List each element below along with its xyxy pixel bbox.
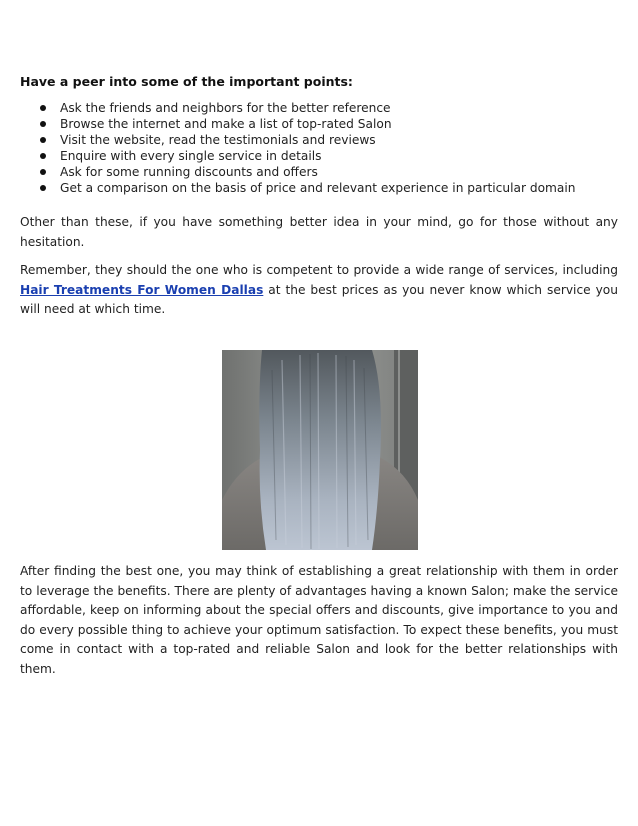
paragraph-other-than: Other than these, if you have something better idea in your mind, go for those without any hesitation.	[20, 215, 618, 249]
hair-photo	[222, 350, 418, 550]
list-item-text: Enquire with every single service in details	[60, 149, 322, 163]
list-item-text: Browse the internet and make a list of top-rated Salon	[60, 117, 392, 131]
list-item	[20, 180, 618, 196]
list-item-text: Get a comparison on the basis of price and relevant experience in particular domain	[60, 181, 576, 195]
hair-photo-icon	[222, 350, 418, 550]
paragraph-after-finding: After finding the best one, you may think of establishing a great relationship with them in order to leverage the benefits. There are plenty of advantages having a known Salon; make the service affordable, keep on informing about the special offers and discounts, give importance to you and do every possible thing to achieve your optimum satisfaction. To expect these benefits, you must come in contact with a top-rated and reliable Salon and look for the better relationships with them.	[20, 564, 618, 676]
list-item	[20, 148, 618, 164]
bullet-icon	[40, 169, 46, 175]
hair-treatments-link[interactable]: Hair Treatments For Women Dallas	[20, 282, 264, 297]
list-item	[20, 132, 618, 148]
list-item-text: Visit the website, read the testimonials and reviews	[60, 133, 376, 147]
list-item	[20, 100, 618, 116]
points-list	[20, 100, 618, 196]
list-item	[20, 116, 618, 132]
paragraph-remember-start: Remember, they should the one who is competent to provide a wide range of services, including	[20, 263, 618, 277]
paragraph-remember	[20, 261, 618, 320]
section-heading: Have a peer into some of the important points:	[20, 74, 353, 89]
list-item-text: Ask for some running discounts and offers	[60, 165, 318, 179]
list-item	[20, 164, 618, 180]
bullet-icon	[40, 121, 46, 127]
bullet-icon	[40, 105, 46, 111]
bullet-icon	[40, 185, 46, 191]
paragraph-remember-end: at the best prices as you never know which service you will need at which time.	[20, 282, 618, 316]
bullet-icon	[40, 153, 46, 159]
bullet-icon	[40, 137, 46, 143]
list-item-text: Ask the friends and neighbors for the better reference	[60, 101, 391, 115]
